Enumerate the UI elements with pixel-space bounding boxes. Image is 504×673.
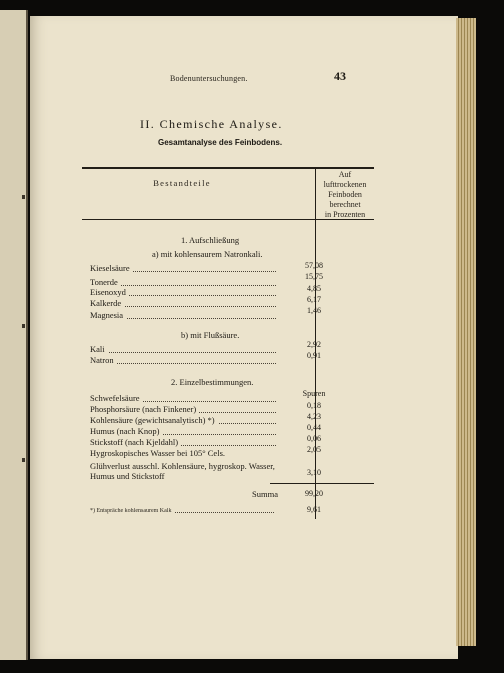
table-row-label <box>90 287 282 298</box>
book-page <box>30 16 458 659</box>
column-header-line: berechnet <box>329 200 361 209</box>
table-row-value: 3,10 <box>307 468 321 477</box>
table-row-label <box>90 415 282 426</box>
table-row-value: 2,92 <box>307 340 321 349</box>
table-row-value: 0,91 <box>307 351 321 360</box>
row-text: Magnesia <box>90 310 126 320</box>
page-edges <box>456 18 476 646</box>
table-row-label <box>90 393 282 404</box>
table-row-label <box>90 355 282 366</box>
dot-leader <box>90 352 276 353</box>
table-row-label <box>90 426 282 437</box>
table-row-value: 0,06 <box>307 434 321 443</box>
margin-mark <box>22 458 25 462</box>
row-text: Phosphorsäure (nach Finkener) <box>90 404 199 414</box>
footnote-value: 9,61 <box>307 505 321 514</box>
margin-mark <box>22 324 25 328</box>
row-text: Kalkerde <box>90 298 124 308</box>
column-header-line: lufttrockenen <box>323 180 367 189</box>
table-row-value: 4,23 <box>307 412 321 421</box>
row-text: Kohlensäure (gewichtsanalytisch) *) <box>90 415 218 425</box>
table-row-value: 57,08 <box>305 261 323 270</box>
margin-mark <box>22 195 25 199</box>
table-row-label <box>90 298 282 309</box>
footnote-text: *) Entspräche kohlensaurem Kalk <box>90 508 174 514</box>
column-header-line: in Prozenten <box>324 210 366 219</box>
summa-label: Summa <box>252 489 278 499</box>
column-header-percent <box>315 170 375 220</box>
page-number: 43 <box>334 69 346 83</box>
group-heading-aufschliessung: 1. Aufschließung <box>181 235 240 245</box>
footnote <box>90 508 280 514</box>
section-title: II. Chemische Analyse. <box>140 117 283 131</box>
summa-value: 99,20 <box>305 489 323 498</box>
summa-rule <box>270 483 374 484</box>
table-row-value: 15,75 <box>305 272 323 281</box>
running-head: Bodenuntersuchungen. <box>170 74 248 83</box>
row-text: Glühverlust ausschl. Kohlensäure, hygroskop. Wasser, Humus und Stickstoff <box>90 461 275 481</box>
column-header-constituents: Bestandteile <box>153 178 211 188</box>
table-row-label <box>90 263 282 274</box>
subgroup-heading-a: a) mit kohlensaurem Natronkali. <box>152 249 263 259</box>
table-row-label <box>90 310 282 321</box>
column-header-line: Auf <box>338 170 352 179</box>
row-text: Humus (nach Knop) <box>90 426 162 436</box>
group-heading-einzelbestimmungen: 2. Einzelbestimmungen. <box>171 377 254 387</box>
table-row-value: 6,17 <box>307 295 321 304</box>
table-row-label <box>90 404 282 415</box>
table-row-value: 0,44 <box>307 423 321 432</box>
table-row-value: Spuren <box>302 389 326 398</box>
row-text: Eisenoxyd <box>90 287 129 297</box>
table-top-rule <box>82 167 374 169</box>
row-text: Kali <box>90 344 108 354</box>
table-row-label <box>90 344 282 355</box>
table-row-label <box>90 448 282 459</box>
table-row-label <box>90 461 282 481</box>
table-row-value: 2,05 <box>307 445 321 454</box>
table-caption: Gesamtanalyse des Feinbodens. <box>158 138 283 147</box>
table-row-value: 4,85 <box>307 284 321 293</box>
subgroup-heading-b: b) mit Flußsäure. <box>181 330 240 340</box>
table-row-value: 0,18 <box>307 401 321 410</box>
table-row-label <box>90 437 282 448</box>
row-text: Natron <box>90 355 117 365</box>
row-text: Tonerde <box>90 277 121 287</box>
left-page-edge <box>0 10 28 660</box>
dot-leader <box>90 363 276 364</box>
table-row-value: 1,46 <box>307 306 321 315</box>
row-text: Schwefelsäure <box>90 393 143 403</box>
row-text: Stickstoff (nach Kjeldahl) <box>90 437 181 447</box>
row-text: Hygroskopisches Wasser bei 105° Cels. <box>90 448 228 458</box>
column-header-line: Feinboden <box>328 190 362 199</box>
row-text: Kieselsäure <box>90 263 133 273</box>
